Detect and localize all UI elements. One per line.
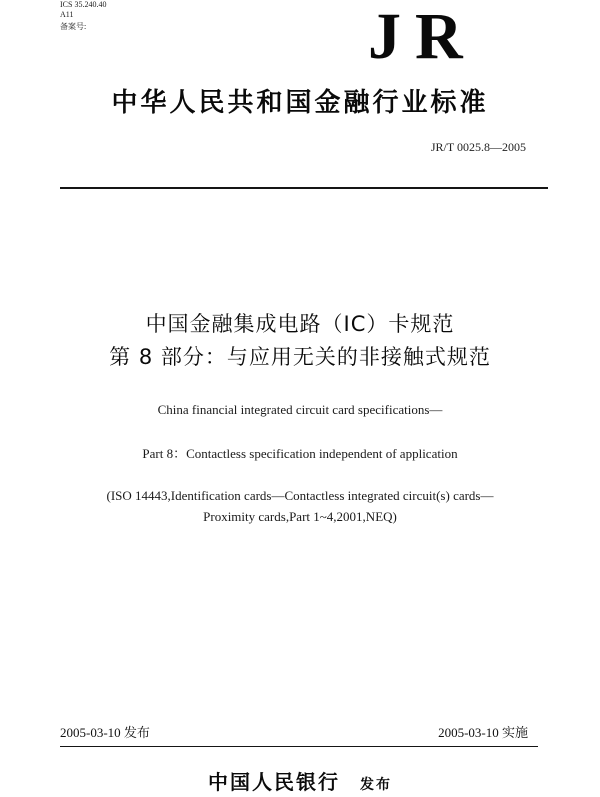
standard-category-title: 中华人民共和国金融行业标准 [111, 88, 489, 118]
title-en-line-2: Part 8：Contactless specification independent of application [142, 446, 458, 461]
publisher-action: 发布 [360, 777, 392, 793]
standard-number: JR/T 0025.8—2005 [430, 140, 526, 154]
date-divider [60, 746, 538, 747]
title-cn-line-1: 中国金融集成电路（IC）卡规范 [145, 312, 455, 336]
record-number-label: 备案号: [60, 22, 87, 31]
publisher [0, 770, 600, 797]
publisher-name: 中国人民银行 [208, 770, 340, 794]
title-cn-line-2: 第 8 部分：与应用无关的非接触式规范 [109, 345, 491, 369]
header-divider [60, 187, 548, 189]
title-en-line-1: China financial integrated circuit card specifications— [157, 402, 443, 417]
title-en-line-4: Proximity cards,Part 1~4,2001,NEQ) [203, 509, 397, 524]
title-en-line-3: (ISO 14443,Identification cards—Contactless integrated circuit(s) cards— [106, 488, 494, 503]
issue-date: 2005-03-10 发布 [60, 725, 150, 740]
ics-code: ICS 35.240.40 [60, 0, 107, 9]
jr-logo: JR [368, 0, 477, 73]
classification-code: A11 [60, 10, 74, 19]
implementation-date: 2005-03-10 实施 [438, 725, 528, 740]
